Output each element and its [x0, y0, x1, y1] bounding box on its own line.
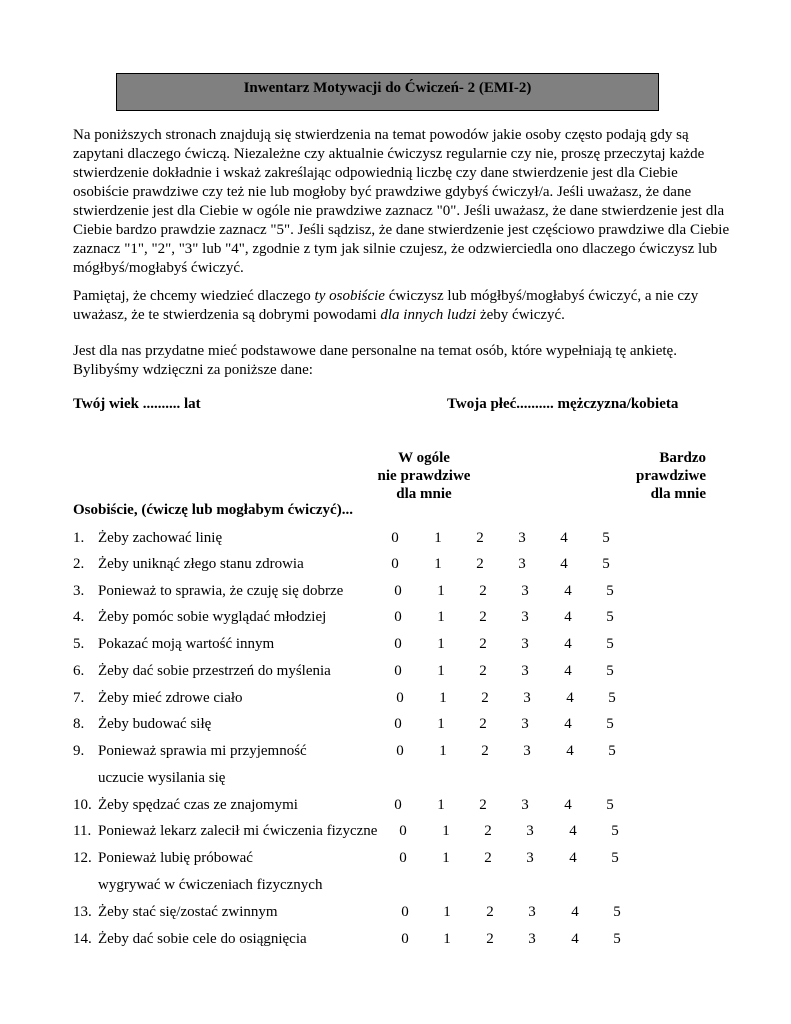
scale-option-0[interactable]: 0	[394, 583, 402, 599]
age-field-label[interactable]: Twój wiek .......... lat	[73, 396, 201, 412]
item-text: Żeby dać sobie przestrzeń do myślenia	[98, 663, 331, 679]
remember-paragraph	[73, 287, 733, 325]
scale-option-5[interactable]: 5	[606, 663, 614, 679]
scale-option-2[interactable]: 2	[479, 663, 487, 679]
scale-option-4[interactable]: 4	[564, 797, 572, 813]
scale-option-4[interactable]: 4	[569, 850, 577, 866]
item-text: Żeby uniknąć złego stanu zdrowia	[98, 556, 304, 572]
scale-high-line-2: prawdziwe	[636, 468, 706, 484]
item-number: 9.	[73, 743, 85, 759]
scale-option-1[interactable]: 1	[437, 663, 445, 679]
remember-text-2: ćwiczysz lub mógłbyś/mogłabyś ćwiczyć, a nie czy uważasz, że te stwierdzenia są dobrymi powodami	[73, 288, 699, 323]
scale-option-4[interactable]: 4	[566, 743, 574, 759]
scale-option-1[interactable]: 1	[437, 636, 445, 652]
scale-option-3[interactable]: 3	[521, 797, 529, 813]
scale-option-5[interactable]: 5	[611, 850, 619, 866]
scale-option-0[interactable]: 0	[394, 636, 402, 652]
scale-high-line-3: dla mnie	[650, 486, 706, 502]
item-number: 11.	[73, 823, 92, 839]
scale-option-2[interactable]: 2	[486, 931, 494, 947]
item-number: 14.	[73, 931, 92, 947]
list-item	[0, 743, 791, 786]
item-text: Żeby budować siłę	[98, 716, 212, 732]
scale-option-0[interactable]: 0	[394, 797, 402, 813]
scale-option-1[interactable]: 1	[439, 743, 447, 759]
item-number: 6.	[73, 663, 85, 679]
item-number: 7.	[73, 690, 85, 706]
scale-option-3[interactable]: 3	[528, 904, 536, 920]
scale-option-3[interactable]: 3	[526, 850, 534, 866]
item-number: 1.	[73, 530, 85, 546]
scale-high-line-1: Bardzo	[659, 450, 706, 466]
item-number: 5.	[73, 636, 85, 652]
scale-option-5[interactable]: 5	[608, 690, 616, 706]
scale-option-2[interactable]: 2	[484, 850, 492, 866]
scale-option-1[interactable]: 1	[437, 797, 445, 813]
scale-low-line-1: W ogóle	[398, 450, 450, 466]
scale-option-4[interactable]: 4	[560, 556, 568, 572]
remember-text-1: Pamiętaj, że chcemy wiedzieć dlaczego	[73, 288, 315, 304]
scale-option-1[interactable]: 1	[437, 609, 445, 625]
item-text: Żeby spędzać czas ze znajomymi	[98, 797, 298, 813]
scale-option-3[interactable]: 3	[523, 743, 531, 759]
scale-option-0[interactable]: 0	[391, 556, 399, 572]
item-number: 4.	[73, 609, 85, 625]
scale-option-0[interactable]: 0	[394, 663, 402, 679]
intro-paragraph: Na poniższych stronach znajdują się stwierdzenia na temat powodów jakie osoby często podają gdy są zapytani dlaczego ćwiczą. Niezależne czy aktualnie ćwiczysz regularnie czy nie, proszę przeczytaj każde stwierdzenie dokładnie i wskaż zakreślając odpowiednią liczbę czy dane stwierdzenie jest dla Ciebie osobiście prawdziwe czy też nie lub mogłoby być prawdziwe gdybyś ćwiczył/a. Jeśli uważasz, że dane stwierdzenie jest dla Ciebie w ogóle nie prawdziwe zaznacz "0". Jeśli uważasz, że dane stwierdzenie jest dla Ciebie bardzo prawdzie zaznacz "5". Jeśli sądzisz, że dane stwierdzenie jest częściowo prawdziwe dla Ciebie zaznacz "1", "2", "3" lub "4", zgodnie z tym jak silnie czujesz, że odzwierciedla ono dlaczego ćwiczysz lub mógłbyś/mogłabyś ćwiczyć.	[73, 127, 730, 276]
scale-option-2[interactable]: 2	[479, 636, 487, 652]
scale-option-4[interactable]: 4	[566, 690, 574, 706]
list-item	[0, 663, 791, 683]
scale-option-3[interactable]: 3	[528, 931, 536, 947]
form-title: Inwentarz Motywacji do Ćwiczeń- 2 (EMI-2)	[243, 80, 532, 96]
scale-option-5[interactable]: 5	[611, 823, 619, 839]
scale-option-2[interactable]: 2	[479, 583, 487, 599]
scale-option-3[interactable]: 3	[518, 556, 526, 572]
list-item	[0, 823, 791, 843]
scale-option-5[interactable]: 5	[608, 743, 616, 759]
scale-option-5[interactable]: 5	[606, 797, 614, 813]
scale-option-3[interactable]: 3	[521, 609, 529, 625]
scale-option-5[interactable]: 5	[606, 609, 614, 625]
scale-option-4[interactable]: 4	[560, 530, 568, 546]
remember-emphasis-2: dla innych ludzi	[380, 307, 477, 323]
scale-high-header	[610, 449, 706, 503]
scale-option-4[interactable]: 4	[569, 823, 577, 839]
scale-option-1[interactable]: 1	[434, 530, 442, 546]
scale-option-3[interactable]: 3	[521, 636, 529, 652]
scale-option-0[interactable]: 0	[396, 743, 404, 759]
scale-option-5[interactable]: 5	[606, 583, 614, 599]
scale-option-2[interactable]: 2	[476, 556, 484, 572]
scale-option-2[interactable]: 2	[476, 530, 484, 546]
item-number: 12.	[73, 850, 92, 866]
scale-option-2[interactable]: 2	[486, 904, 494, 920]
scale-option-2[interactable]: 2	[479, 609, 487, 625]
item-number: 10.	[73, 797, 92, 813]
item-number: 13.	[73, 904, 92, 920]
item-text-continued: uczucie wysilania się	[98, 770, 226, 786]
item-text: Żeby pomóc sobie wyglądać młodziej	[98, 609, 327, 625]
list-item	[0, 636, 791, 656]
scale-option-4[interactable]: 4	[564, 636, 572, 652]
scale-option-4[interactable]: 4	[564, 583, 572, 599]
scale-option-1[interactable]: 1	[443, 904, 451, 920]
scale-option-5[interactable]: 5	[613, 931, 621, 947]
scale-option-5[interactable]: 5	[606, 716, 614, 732]
scale-option-1[interactable]: 1	[437, 716, 445, 732]
scale-low-line-3: dla mnie	[396, 486, 452, 502]
list-item	[0, 931, 791, 951]
list-item	[0, 690, 791, 710]
scale-option-3[interactable]: 3	[521, 716, 529, 732]
scale-option-2[interactable]: 2	[479, 797, 487, 813]
scale-option-2[interactable]: 2	[479, 716, 487, 732]
scale-option-0[interactable]: 0	[394, 609, 402, 625]
scale-option-2[interactable]: 2	[481, 743, 489, 759]
scale-option-5[interactable]: 5	[602, 530, 610, 546]
scale-option-4[interactable]: 4	[571, 904, 579, 920]
scale-option-1[interactable]: 1	[434, 556, 442, 572]
item-text: Żeby mieć zdrowe ciało	[98, 690, 243, 706]
personal-data-paragraph: Jest dla nas przydatne mieć podstawowe dane personalne na temat osób, które wypełniają tę ankietę. Bylibyśmy wdzięczni za poniższe dane:	[73, 343, 677, 378]
list-item	[0, 530, 791, 550]
scale-option-4[interactable]: 4	[571, 931, 579, 947]
item-text: Ponieważ to sprawia, że czuję się dobrze	[98, 583, 344, 599]
remember-text-3: żeby ćwiczyć.	[476, 307, 565, 323]
scale-option-4[interactable]: 4	[564, 663, 572, 679]
item-text: Żeby zachować linię	[98, 530, 223, 546]
title-box	[116, 73, 659, 111]
item-text: Żeby dać sobie cele do osiągnięcia	[98, 931, 307, 947]
list-item	[0, 609, 791, 629]
scale-option-5[interactable]: 5	[606, 636, 614, 652]
scale-option-2[interactable]: 2	[481, 690, 489, 706]
item-text: Pokazać moją wartość innym	[98, 636, 275, 652]
scale-option-0[interactable]: 0	[391, 530, 399, 546]
item-number: 2.	[73, 556, 85, 572]
scale-option-1[interactable]: 1	[439, 690, 447, 706]
scale-option-1[interactable]: 1	[442, 823, 450, 839]
list-item	[0, 797, 791, 817]
list-item	[0, 556, 791, 576]
gender-field-label[interactable]: Twoja płeć.......... mężczyzna/kobieta	[447, 396, 679, 412]
scale-option-0[interactable]: 0	[396, 690, 404, 706]
list-item	[0, 583, 791, 603]
remember-emphasis-1: ty osobiście	[314, 288, 385, 304]
scale-option-3[interactable]: 3	[518, 530, 526, 546]
scale-option-0[interactable]: 0	[394, 716, 402, 732]
list-item	[0, 716, 791, 736]
scale-option-3[interactable]: 3	[523, 690, 531, 706]
item-number: 8.	[73, 716, 85, 732]
list-item	[0, 850, 791, 893]
scale-option-0[interactable]: 0	[399, 823, 407, 839]
section-heading: Osobiście, (ćwiczę lub mogłabym ćwiczyć)...	[73, 502, 353, 518]
item-text: Ponieważ lekarz zalecił mi ćwiczenia fizyczne	[98, 823, 378, 839]
scale-option-4[interactable]: 4	[564, 716, 572, 732]
scale-option-0[interactable]: 0	[401, 904, 409, 920]
scale-option-0[interactable]: 0	[401, 931, 409, 947]
item-number: 3.	[73, 583, 85, 599]
list-item	[0, 904, 791, 924]
item-text: Ponieważ sprawia mi przyjemność	[98, 743, 307, 759]
scale-option-1[interactable]: 1	[442, 850, 450, 866]
scale-option-1[interactable]: 1	[443, 931, 451, 947]
scale-option-3[interactable]: 3	[526, 823, 534, 839]
item-text: Ponieważ lubię próbować	[98, 850, 253, 866]
scale-option-4[interactable]: 4	[564, 609, 572, 625]
scale-option-1[interactable]: 1	[437, 583, 445, 599]
scale-option-5[interactable]: 5	[613, 904, 621, 920]
scale-option-0[interactable]: 0	[399, 850, 407, 866]
item-text-continued: wygrywać w ćwiczeniach fizycznych	[98, 877, 323, 893]
item-text: Żeby stać się/zostać zwinnym	[98, 904, 278, 920]
scale-low-header	[360, 449, 488, 503]
scale-option-5[interactable]: 5	[602, 556, 610, 572]
scale-option-2[interactable]: 2	[484, 823, 492, 839]
scale-low-line-2: nie prawdziwe	[377, 468, 471, 484]
scale-option-3[interactable]: 3	[521, 663, 529, 679]
scale-option-3[interactable]: 3	[521, 583, 529, 599]
